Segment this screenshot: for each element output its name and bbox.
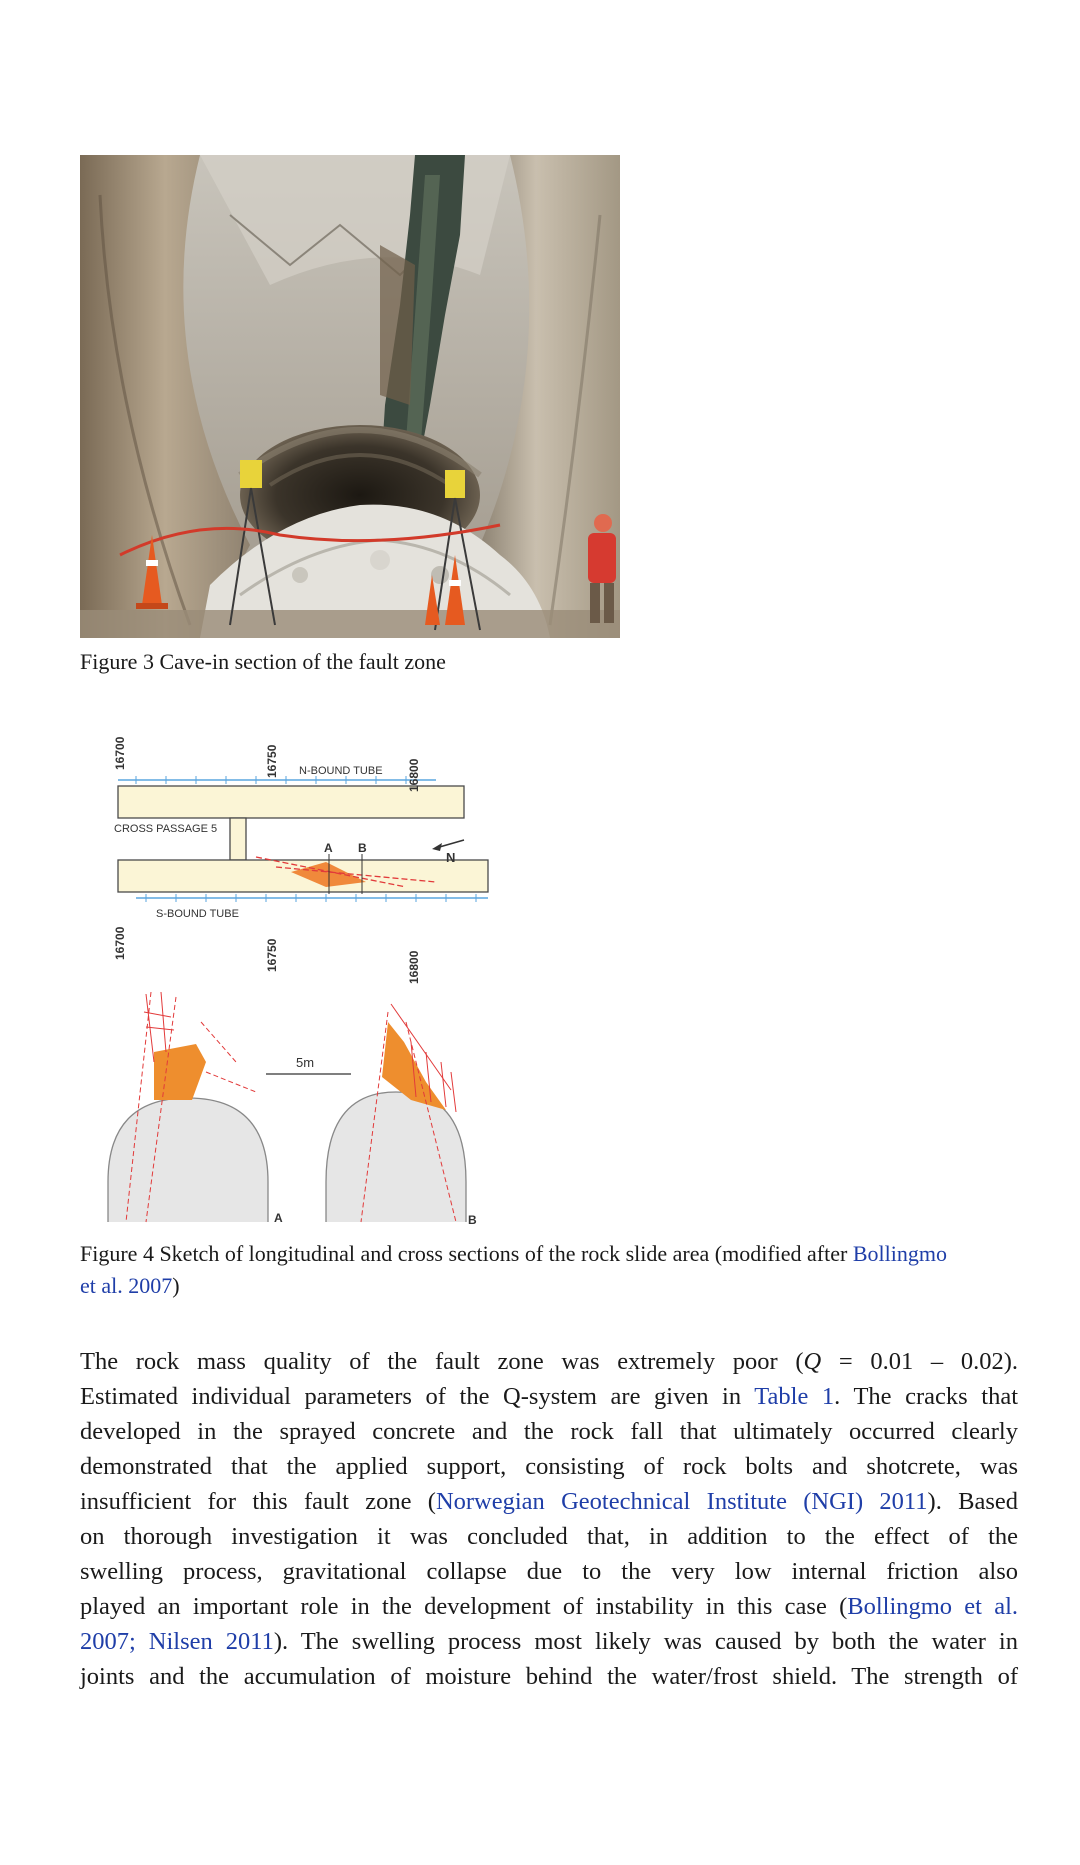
figure-4-caption bbox=[80, 1238, 1020, 1302]
cross-b-label: B bbox=[468, 1213, 477, 1227]
body-line-10: joints and the accumulation of moisture behind the water/frost shield. The strength of bbox=[80, 1663, 1018, 1690]
chainage-16750-top: 16750 bbox=[265, 744, 279, 778]
north-label: N bbox=[446, 850, 456, 865]
n-bound-tube-label: N-BOUND TUBE bbox=[299, 765, 383, 777]
body-line-8: played an important role in the development of instability in this case (Bollingmo et al. bbox=[80, 1593, 1018, 1620]
body-line-7: swelling process, gravitational collapse due to the very low internal friction also bbox=[80, 1558, 1018, 1585]
chainage-16700-top: 16700 bbox=[113, 736, 127, 770]
body-paragraph bbox=[80, 1344, 1018, 1694]
chainage-16750-bottom: 16750 bbox=[265, 938, 279, 972]
cross-passage-label: CROSS PASSAGE 5 bbox=[114, 823, 218, 835]
cross-section-b bbox=[326, 1092, 466, 1222]
body-line-2: Estimated individual parameters of the Q-system are given in Table 1. The cracks that bbox=[80, 1383, 1019, 1410]
body-line-1: The rock mass quality of the fault zone was extremely poor (Q = 0.01 – 0.02). bbox=[80, 1348, 1018, 1375]
figure-4-caption-end: ) bbox=[172, 1273, 180, 1298]
ngi-link[interactable]: Norwegian Geotechnical Institute (NGI) 2011 bbox=[435, 1488, 928, 1515]
body-line-4: demonstrated that the applied support, consisting of rock bolts and shotcrete, was bbox=[80, 1453, 1018, 1480]
table-1-link[interactable]: Table 1 bbox=[754, 1383, 835, 1410]
chainage-16700-bottom: 16700 bbox=[113, 926, 127, 960]
cross-passage bbox=[230, 818, 246, 860]
bollingmo-link[interactable]: Bollingmo bbox=[852, 1241, 947, 1266]
figure-4-caption-text: Figure 4 Sketch of longitudinal and cross sections of the rock slide area (modified after bbox=[80, 1241, 853, 1266]
chainage-16800-bottom: 16800 bbox=[407, 950, 421, 984]
bollingmo-2007-link[interactable]: Bollingmo et al. bbox=[847, 1593, 1018, 1620]
figure-4-sketch bbox=[106, 722, 500, 1227]
body-line-5: insufficient for this fault zone (Norwegian Geotechnical Institute (NGI) 2011). Based bbox=[80, 1488, 1018, 1515]
cross-section-a bbox=[108, 1098, 268, 1222]
body-line-3: developed in the sprayed concrete and the rock fall that ultimately occurred clearly bbox=[80, 1418, 1018, 1445]
section-a-label: A bbox=[324, 841, 333, 855]
s-bound-tube-label: S-BOUND TUBE bbox=[156, 908, 239, 920]
cave-in-a bbox=[154, 1044, 206, 1100]
chainage-16800-top: 16800 bbox=[407, 758, 421, 792]
nilsen-2011-link[interactable]: 2007; Nilsen 2011 bbox=[80, 1628, 274, 1655]
cross-a-label: A bbox=[274, 1211, 283, 1225]
section-b-label: B bbox=[358, 841, 367, 855]
figure-3-photo bbox=[80, 155, 620, 638]
bollingmo-link-continued[interactable]: et al. 2007 bbox=[80, 1273, 173, 1298]
body-line-6: on thorough investigation it was concluded that, in addition to the effect of the bbox=[80, 1523, 1018, 1550]
scale-label: 5m bbox=[296, 1055, 315, 1070]
figure-3-caption: Figure 3 Cave-in section of the fault zone bbox=[80, 649, 446, 674]
body-line-9: 2007; Nilsen 2011). The swelling process most likely was caused by both the water in bbox=[80, 1628, 1018, 1655]
